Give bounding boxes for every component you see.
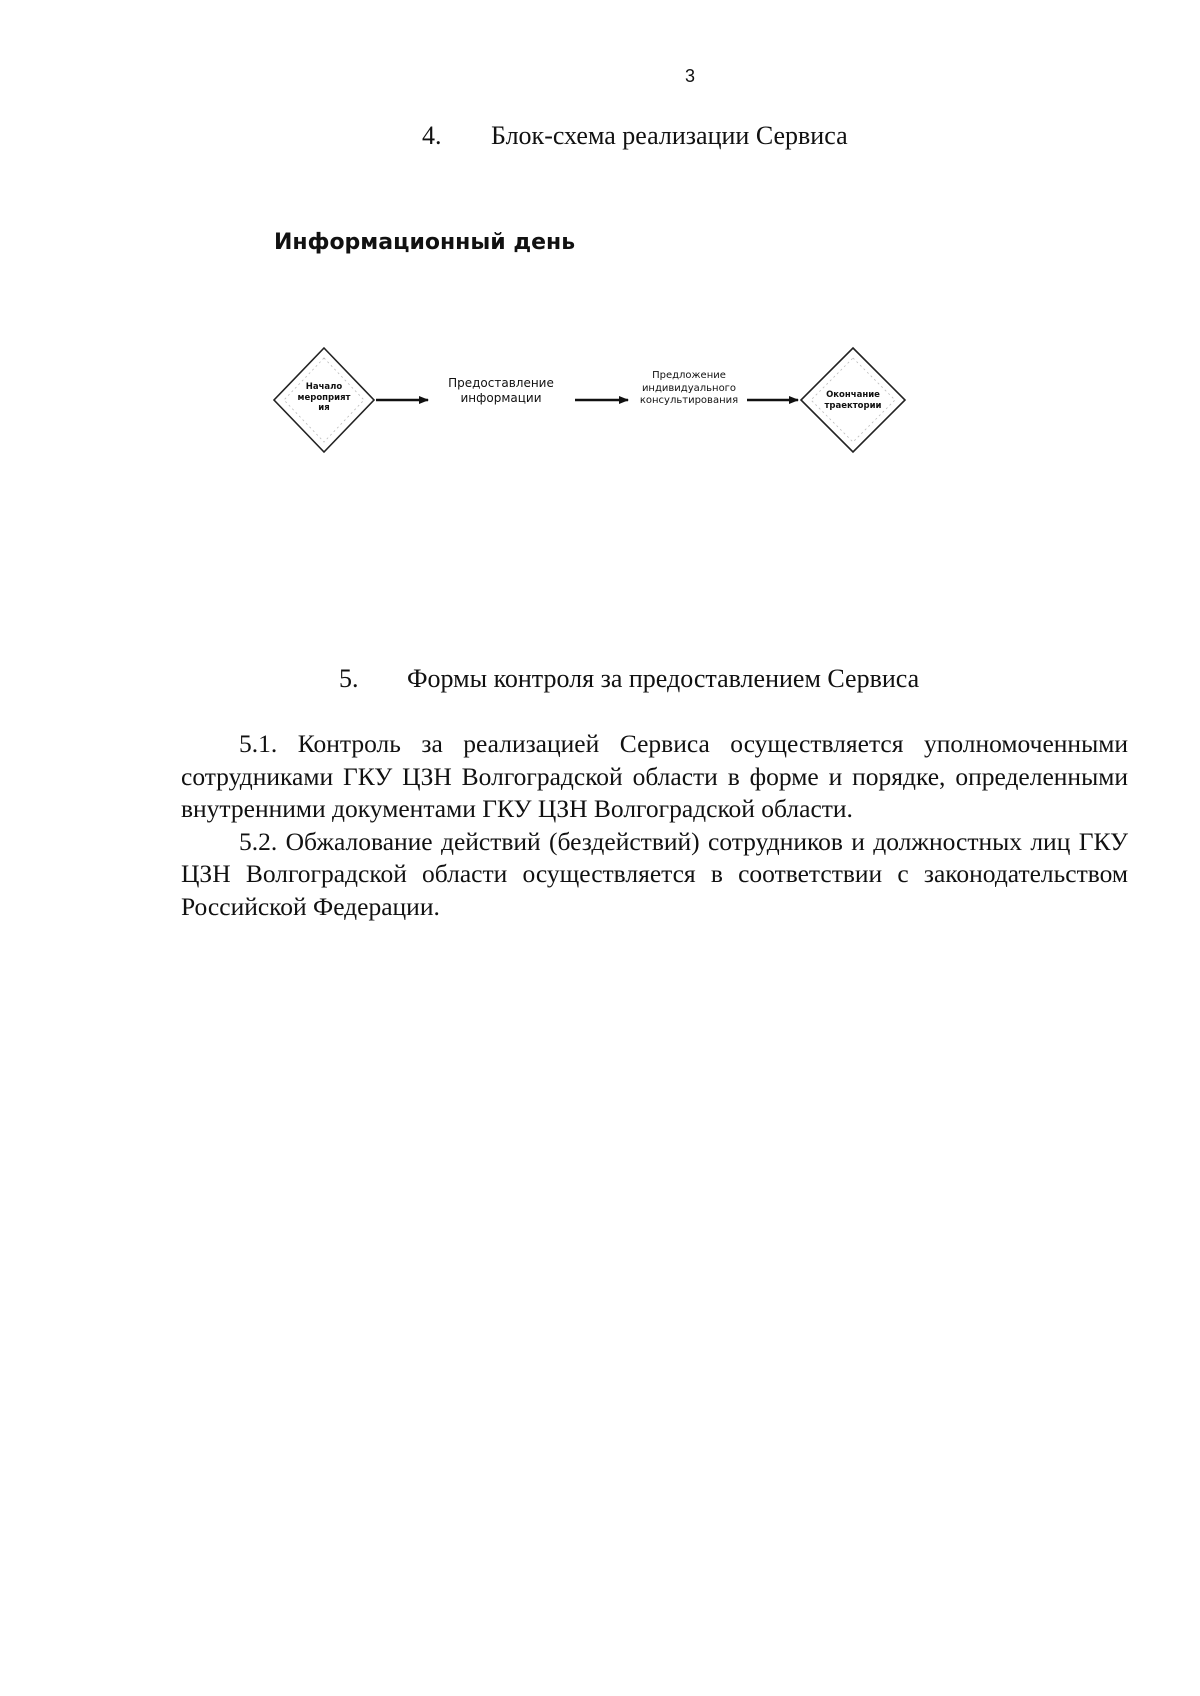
step-2-line: индивидуального (641, 382, 737, 394)
start-label-line: Начало (305, 382, 343, 392)
start-diamond-label (294, 382, 354, 414)
section-4-title: Блок-схема реализации Сервиса (491, 121, 848, 150)
section-5-body (181, 728, 1128, 923)
flowchart (250, 330, 950, 470)
diagram-title: Информационный день (274, 230, 576, 255)
section-5-title: Формы контроля за предоставлением Сервиса (407, 664, 920, 693)
step-1-line: информации (460, 391, 542, 405)
start-label-line: ия (318, 403, 330, 414)
end-diamond-label (823, 390, 883, 411)
step-1-line: Предоставление (448, 376, 554, 390)
section-5-number: 5. (339, 664, 359, 693)
step-2-line: консультирования (639, 395, 739, 406)
step-provide-info (430, 376, 572, 406)
start-label-line: мероприят (297, 392, 351, 403)
step-2-line: Предложение (652, 370, 726, 381)
section-4-number: 4. (422, 121, 442, 150)
end-label-line: траектории (824, 400, 882, 411)
paragraph-5-1: 5.1. Контроль за реализацией Сервиса осуществляется уполномоченными сотрудниками ГКУ ЦЗН Волгоградской области в форме и порядке, определенными внутренними документами ГКУ ЦЗН Волгоградской области. (181, 729, 1128, 823)
page-number: 3 (684, 66, 695, 86)
step-offer-consultation (632, 370, 746, 408)
paragraph-5-2: 5.2. Обжалование действий (бездействий) сотрудников и должностных лиц ГКУ ЦЗН Волгоградской области осуществляется в соответствии с законодательством Российской Федерации. (181, 826, 1128, 921)
end-label-line: Окончание (826, 390, 880, 400)
